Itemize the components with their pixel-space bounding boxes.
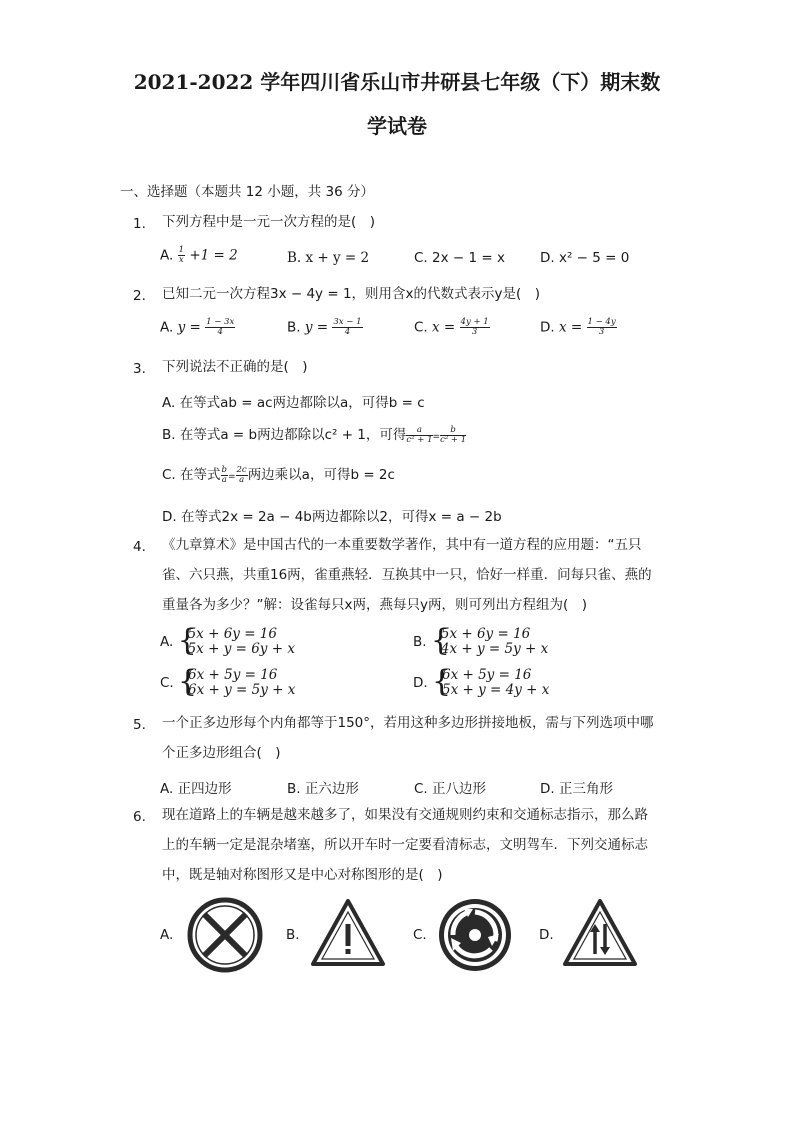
option-lhs: y =: [304, 319, 329, 336]
fraction-denominator: 4: [344, 326, 351, 337]
fraction-numerator: b: [440, 426, 466, 436]
question-4-line-2: 雀、六只燕，共重16两，雀重燕轻．互换其中一只，恰好一样重．问每只雀、燕的: [162, 567, 652, 583]
question-3-option-d: D. 在等式2x = 2a − 4b两边都除以2，可得x = a − 2b: [162, 509, 502, 525]
equation-system: { 6x + 5y = 16 5x + y = 4y + x: [431, 664, 550, 699]
equation-system: { 5x + 6y = 16 5x + y = 6y + x: [177, 623, 295, 658]
question-4-line-3: 重量各为多少？”解：设雀每只x两，燕每只y两，则可列出方程组为( ): [162, 597, 588, 613]
question-2-option-b: [287, 318, 363, 337]
fraction-numerator: b: [221, 464, 227, 475]
option-label: D.: [413, 675, 428, 691]
question-6-line-1: 现在道路上的车辆是越来越多了，如果没有交通规则约束和交通标志指示，那么路: [162, 807, 648, 823]
question-1-option-a: [160, 246, 238, 265]
option-label: A.: [160, 319, 174, 336]
equation-system: { 5x + 6y = 16 4x + y = 5y + x: [430, 623, 549, 658]
option-text: C. 在等式: [162, 467, 221, 483]
exam-title-line2: 学试卷: [367, 114, 427, 138]
fraction-numerator: 4y + 1: [460, 317, 489, 327]
option-label: C.: [160, 675, 174, 691]
equation-system: { 6x + 5y = 16 6x + y = 5y + x: [178, 664, 296, 699]
roundabout-sign-icon: [436, 896, 514, 974]
option-label: B.: [413, 634, 427, 650]
option-lhs: y =: [177, 319, 201, 336]
no-stopping-sign-icon: [186, 896, 264, 974]
question-3-text: 下列说法不正确的是( ): [162, 359, 308, 375]
fraction: [587, 318, 617, 337]
equation-line: 4x + y = 5y + x: [440, 641, 549, 657]
question-5-line-2: 个正多边形组合( ): [162, 745, 281, 761]
equation-rest: +1 = 2: [189, 247, 238, 264]
option-label: B.: [287, 319, 301, 336]
fraction: [236, 466, 248, 485]
question-6-option-b-label: B.: [286, 927, 300, 943]
fraction: [440, 426, 466, 445]
option-text: 两边乘以a，可得b = 2c: [247, 467, 395, 483]
question-6-option-c-label: C.: [413, 927, 427, 943]
section-heading: 一、选择题（本题共 12 小题，共 36 分）: [120, 184, 375, 200]
fraction-numerator: 1 − 3x: [206, 317, 235, 327]
fraction-denominator: 3: [598, 326, 605, 337]
option-text: B. 在等式a = b两边都除以c² + 1，可得: [162, 427, 407, 443]
question-1-option-b: B. x + y = 2: [287, 250, 370, 266]
question-2-option-c: [414, 318, 490, 337]
question-5-option-c: C. 正八边形: [414, 781, 487, 797]
question-2-option-a: [160, 318, 235, 337]
fraction-numerator: 1: [178, 245, 185, 255]
warning-exclamation-sign-icon: [310, 898, 386, 968]
question-6-option-d-label: D.: [539, 927, 554, 943]
fraction: [406, 426, 432, 445]
question-2-option-d: [540, 318, 617, 337]
question-6-line-3: 中，既是轴对称图形又是中心对称图形的是( ): [162, 867, 443, 883]
question-5-line-1: 一个正多边形每个内角都等于150°，若用这种多边形拼接地板，需与下列选项中哪: [162, 715, 654, 731]
question-3-number: 3.: [133, 361, 146, 377]
fraction-denominator: c² + 1: [440, 434, 467, 445]
fraction-denominator: 3: [471, 326, 478, 337]
fraction: [205, 318, 235, 337]
fraction: [221, 466, 228, 485]
fraction-numerator: a: [406, 426, 432, 436]
question-3-option-c: [162, 463, 395, 484]
option-label: A.: [160, 634, 174, 650]
question-5-option-d: D. 正三角形: [540, 781, 613, 797]
equals-sign: =: [227, 472, 236, 482]
question-1-option-d: D. x² − 5 = 0: [540, 250, 630, 266]
fraction: [332, 318, 362, 337]
question-2-text: 已知二元一次方程3x − 4y = 1，则用含x的代数式表示y是( ): [162, 286, 541, 302]
question-3-option-a: A. 在等式ab = ac两边都除以a，可得b = c: [162, 395, 425, 411]
question-5-option-a: A. 正四边形: [160, 781, 232, 797]
question-1-number: 1.: [133, 216, 146, 232]
question-4-option-d: [413, 664, 550, 699]
equals-sign: =: [432, 432, 441, 442]
question-5-number: 5.: [133, 717, 146, 733]
option-label: C.: [414, 319, 428, 336]
fraction-denominator: 4: [217, 326, 223, 337]
equation-line: 5x + y = 4y + x: [441, 682, 550, 698]
question-4-number: 4.: [133, 539, 146, 555]
question-4-line-1: 《九章算术》是中国古代的一本重要数学著作，其中有一道方程的应用题：“五只: [162, 537, 642, 553]
fraction-numerator: 2c: [236, 464, 247, 475]
fraction: [460, 318, 490, 337]
equation-line: 6x + 5y = 16: [441, 667, 532, 683]
question-4-option-c: [160, 664, 296, 699]
fraction: [178, 246, 185, 265]
equation-line: 5x + y = 6y + x: [187, 641, 295, 657]
fraction-denominator: c² + 1: [406, 434, 433, 445]
equation-line: 5x + 6y = 16: [440, 626, 531, 642]
question-4-option-a: [160, 623, 295, 658]
equation-line: 5x + 6y = 16: [187, 626, 277, 642]
question-6-line-2: 上的车辆一定是混杂堵塞，所以开车时一定要看清标志，文明驾车．下列交通标志: [162, 837, 648, 853]
fraction-denominator: a: [221, 474, 227, 485]
option-label: A.: [160, 247, 174, 264]
equation-line: 6x + 5y = 16: [188, 667, 278, 683]
question-4-option-b: [413, 623, 549, 658]
option-lhs: x =: [432, 319, 456, 336]
question-6-number: 6.: [133, 809, 146, 825]
fraction-denominator: a: [239, 474, 245, 485]
question-5-option-b: B. 正六边形: [287, 781, 359, 797]
fraction-numerator: 3x − 1: [333, 317, 362, 327]
fraction-numerator: 1 − 4y: [587, 317, 616, 327]
question-6-option-a-label: A.: [160, 927, 174, 943]
exam-title-line1: 2021-2022 学年四川省乐山市井研县七年级（下）期末数: [133, 70, 661, 94]
fraction-denominator: x: [178, 254, 184, 265]
question-3-option-b: [162, 423, 466, 444]
option-label: D.: [540, 319, 555, 336]
option-lhs: x =: [558, 319, 583, 336]
equation-line: 6x + y = 5y + x: [188, 682, 296, 698]
two-way-traffic-sign-icon: [562, 898, 638, 968]
question-1-text: 下列方程中是一元一次方程的是( ): [162, 214, 376, 230]
question-2-number: 2.: [133, 288, 146, 304]
question-1-option-c: C. 2x − 1 = x: [414, 250, 505, 266]
